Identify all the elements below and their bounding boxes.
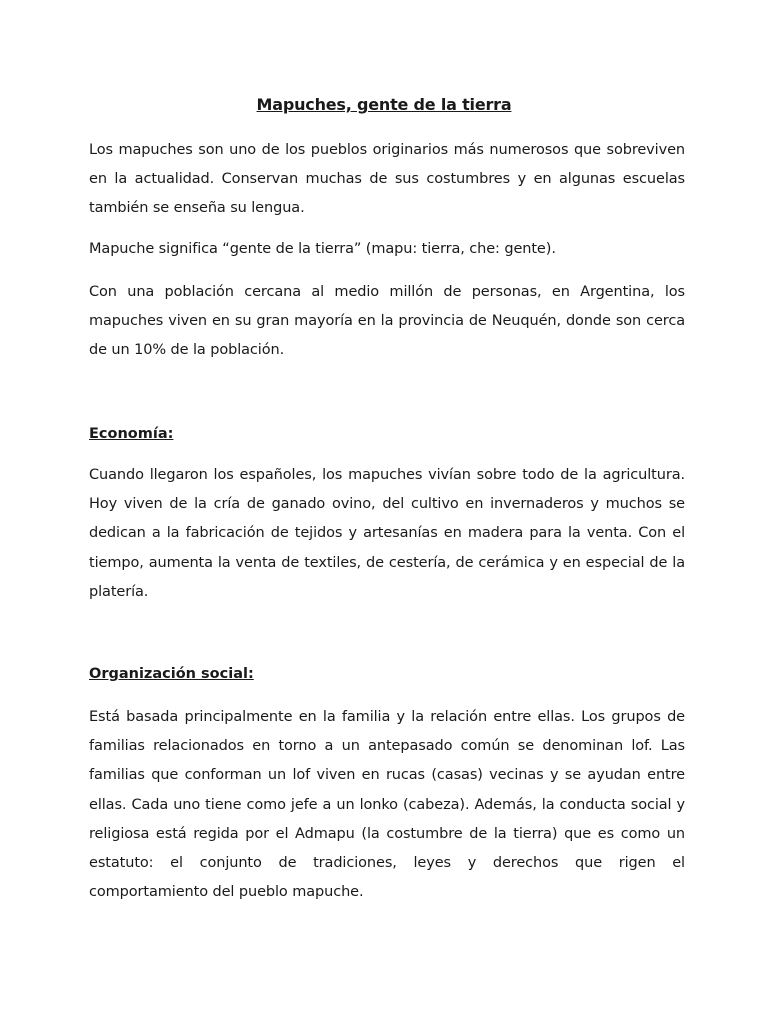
intro-paragraph-2: Mapuche significa “gente de la tierra” (mapu: tierra, che: gente).	[89, 241, 556, 257]
document-title: Mapuches, gente de la tierra	[256, 95, 512, 114]
intro-paragraph-1: Los mapuches son uno de los pueblos originarios más numerosos que sobreviven en la actualidad. Conservan muchas de sus costumbres y en algunas escuelas también se enseña su lengua.	[89, 142, 685, 217]
social-organization-heading: Organización social:	[89, 666, 254, 682]
social-organization-paragraph: Está basada principalmente en la familia y la relación entre ellas. Los grupos de familias relacionados en torno a un antepasado común se denominan lof. Las familias que conforman un lof viven en rucas (casas) vecinas y se ayudan entre ellas. Cada uno tiene como jefe a un lonko (cabeza). Además, la conducta social y religiosa está regida por el Admapu (la costumbre de la tierra) que es como un estatuto: el conjunto de tradiciones, leyes y derechos que rigen el comportamiento del pueblo mapuche.	[89, 709, 685, 901]
economy-heading: Economía:	[89, 426, 174, 442]
economy-paragraph: Cuando llegaron los españoles, los mapuches vivían sobre todo de la agricultura. Hoy viven de la cría de ganado ovino, del cultivo en invernaderos y muchos se dedican a la fabricación de tejidos y artesanías en madera para la venta. Con el tiempo, aumenta la venta de textiles, de cestería, de cerámica y en especial de la platería.	[89, 467, 685, 600]
intro-paragraph-3: Con una población cercana al medio millón de personas, en Argentina, los mapuches viven en su gran mayoría en la provincia de Neuquén, donde son cerca de un 10% de la población.	[89, 284, 685, 359]
